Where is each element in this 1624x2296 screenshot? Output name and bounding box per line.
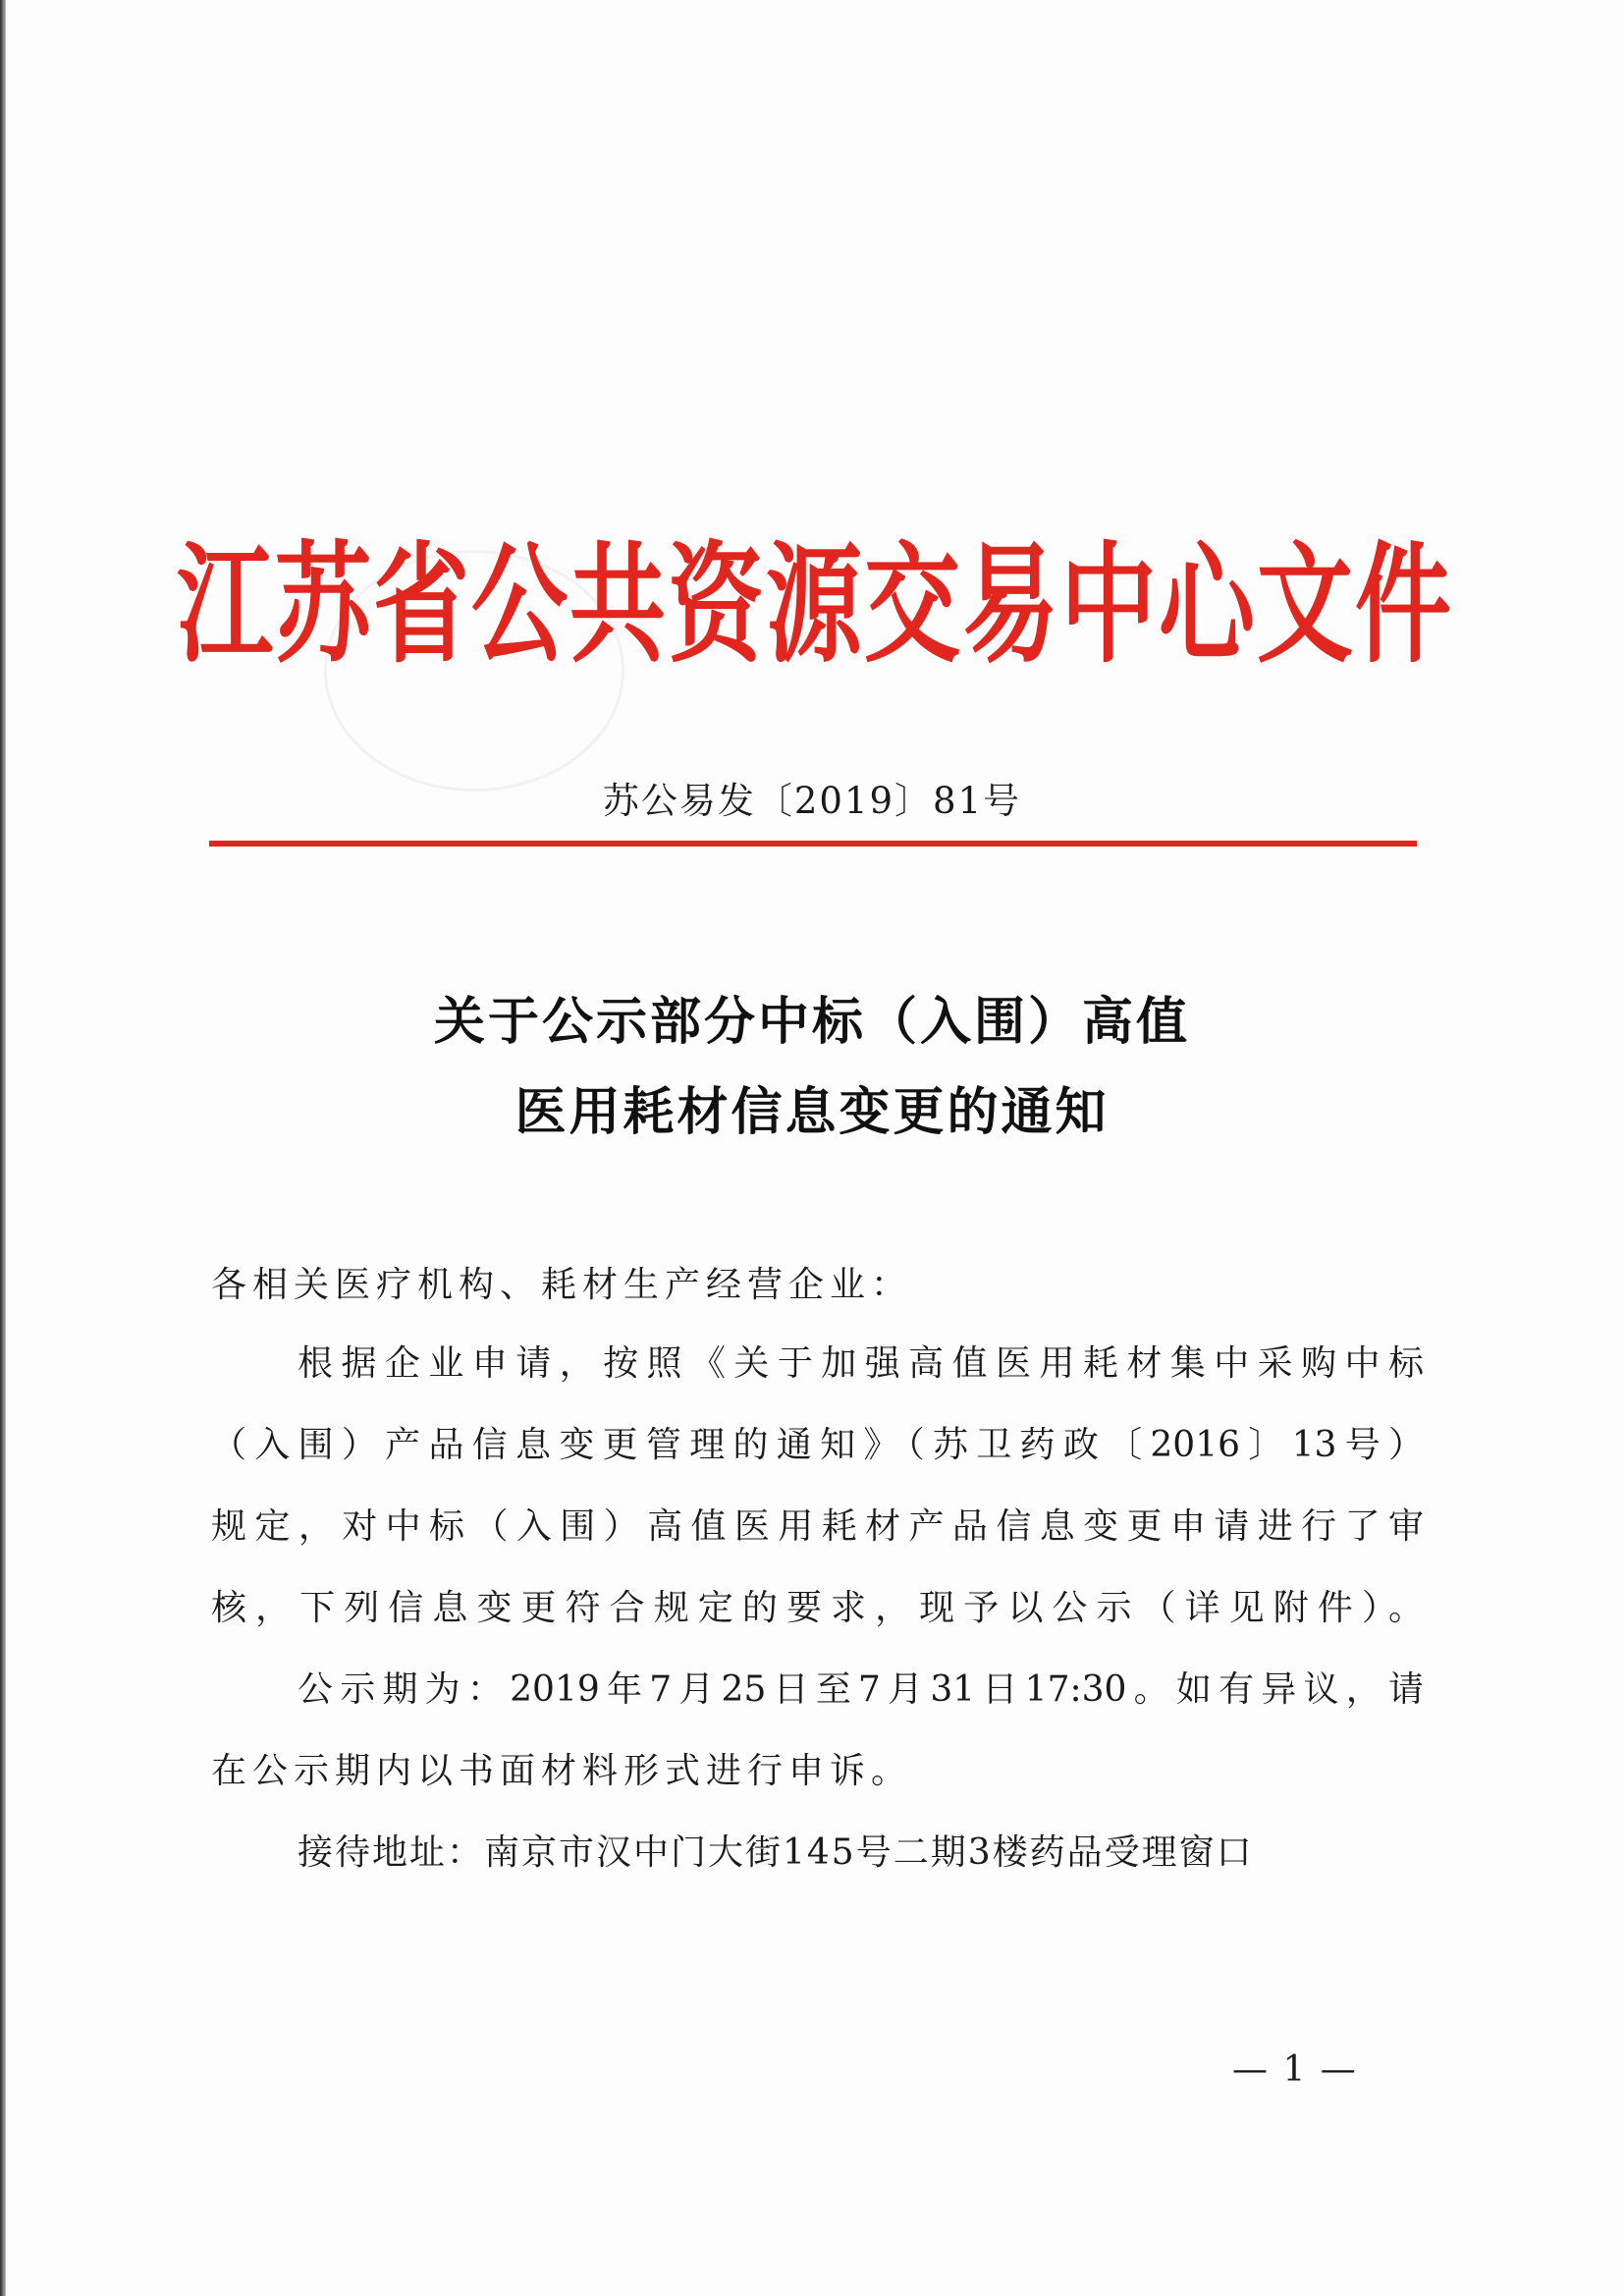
paragraph-2-line-2: 在公示期内以书面材料形式进行申诉。: [211, 1751, 913, 1791]
document-number: 苏公易发〔2019〕81号: [602, 780, 1022, 822]
salutation: 各相关医疗机构、耗材生产经营企业：: [211, 1265, 913, 1305]
paragraph-1-line-1: 根据企业申请，按照《关于加强高值医用耗材集中采购中标: [298, 1343, 1424, 1384]
paragraph-2-line-1: 公示期为：2019年7月25日至7月31日17:30。如有异议，请: [298, 1669, 1424, 1710]
paragraph-1-line-4: 核，下列信息变更符合规定的要求，现予以公示（详见附件）。: [211, 1588, 1424, 1628]
notice-title-line-1: 关于公示部分中标（入围）高值: [433, 993, 1190, 1052]
red-divider-rule: [209, 841, 1417, 847]
paragraph-3-line-1: 接待地址：南京市汉中门大街145号二期3楼药品受理窗口: [298, 1832, 1254, 1873]
paragraph-1-line-3: 规定，对中标（入围）高值医用耗材产品信息变更申请进行了审: [211, 1506, 1424, 1547]
paragraph-1-line-2: （入围）产品信息变更管理的通知》（苏卫药政〔2016〕13号）: [211, 1425, 1424, 1465]
notice-title-line-2: 医用耗材信息变更的通知: [514, 1083, 1110, 1142]
document-masthead: 江苏省公共资源交易中心文件: [177, 529, 1454, 682]
scan-edge: [0, 0, 6, 2296]
page-number: — 1 —: [1232, 2050, 1358, 2090]
